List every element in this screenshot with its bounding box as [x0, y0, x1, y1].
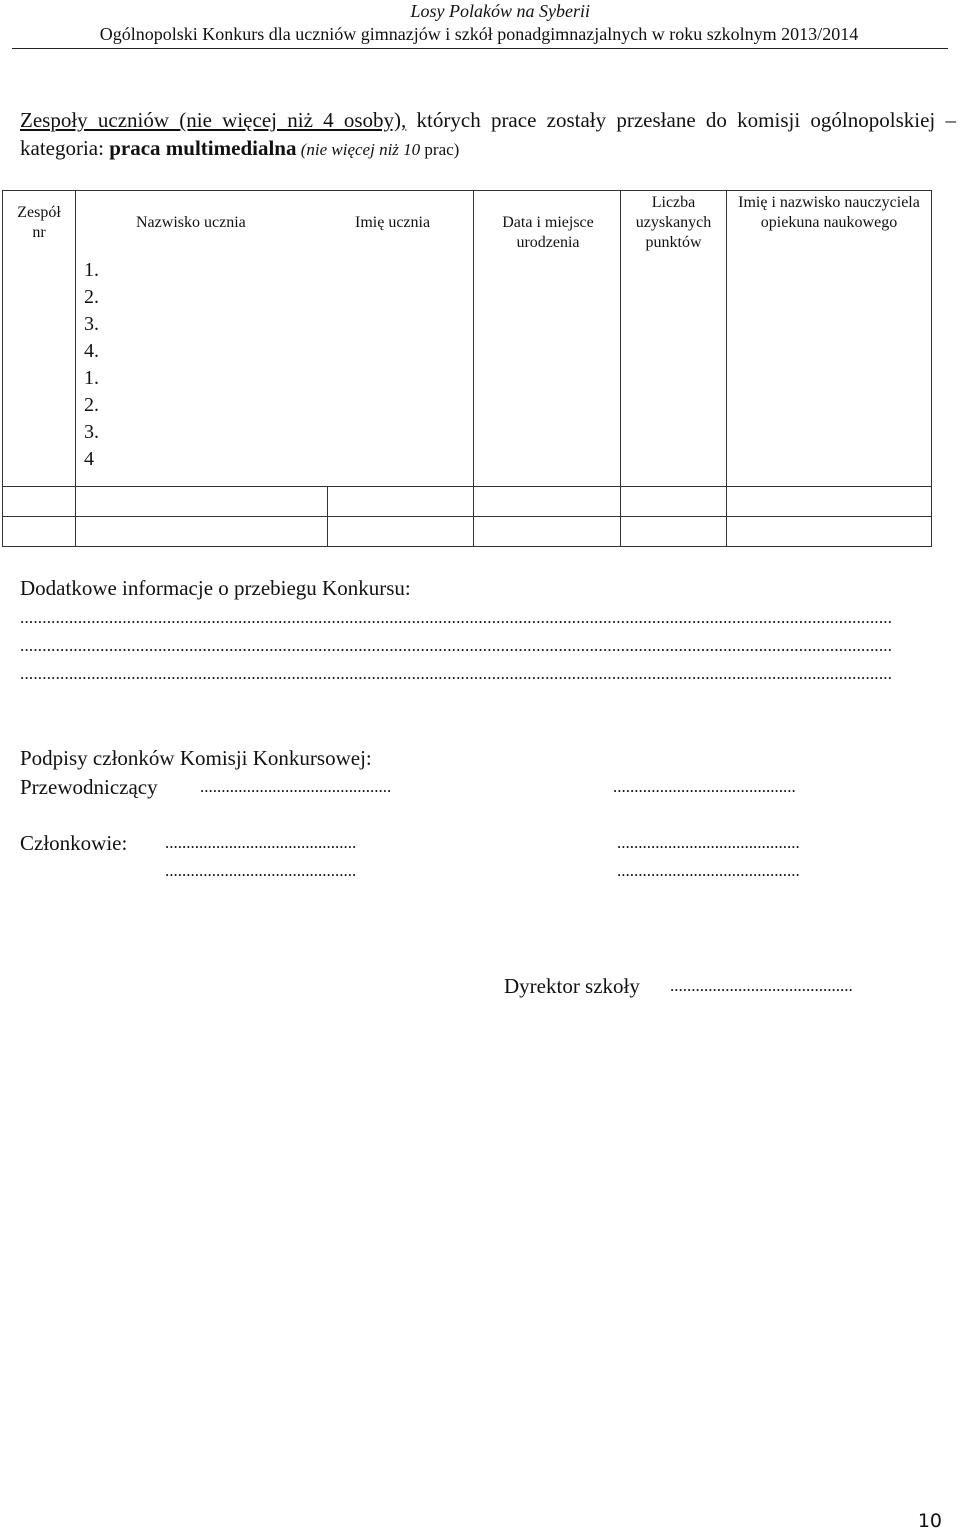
student-number: 2.	[84, 286, 99, 308]
additional-info-label: Dodatkowe informacje o przebiegu Konkursu:	[20, 576, 411, 600]
table-cell[interactable]	[474, 487, 621, 517]
intro-note: (nie więcej niż 10	[296, 140, 421, 159]
table-cell[interactable]	[727, 517, 932, 547]
table-cell[interactable]	[621, 487, 727, 517]
intro-note-end: prac)	[420, 140, 460, 159]
team-number-header	[3, 191, 76, 487]
info-dots-line-2[interactable]: ....................................................................................................................................................................................................	[20, 636, 893, 655]
signatures-label: Podpisy członków Komisji Konkursowej:	[20, 746, 372, 770]
table-cell[interactable]	[76, 487, 328, 517]
table-row	[3, 487, 932, 517]
table-cell[interactable]	[3, 517, 76, 547]
page-number: 10	[917, 1510, 942, 1532]
intro-text: których prace zostały przesłane do komisji ogólnopolskiej – kategoria:	[20, 108, 956, 160]
header-contest-title: Ogólnopolski Konkurs dla uczniów gimnazjów i szkół ponadgimnazjalnych w roku szkolnym 2013/2014	[99, 24, 859, 44]
member-signature-line[interactable]: ...........................................	[617, 833, 800, 852]
points-header-label: Liczba uzyskanych punktów	[635, 194, 712, 251]
student-number: 3.	[84, 313, 99, 335]
table-cell[interactable]	[474, 517, 621, 547]
points-header	[621, 191, 727, 487]
teacher-header	[727, 191, 932, 487]
info-dots-line-1[interactable]: ....................................................................................................................................................................................................	[20, 608, 893, 627]
birth-header: Data i miejsce urodzenia	[502, 214, 594, 251]
teacher-header-label: Imię i nazwisko nauczyciela opiekuna naukowego	[738, 194, 920, 231]
student-numbers	[76, 257, 99, 473]
table-cell[interactable]	[328, 517, 474, 547]
header-divider	[12, 48, 948, 49]
student-number: 4	[84, 448, 94, 470]
intro-paragraph	[20, 106, 956, 164]
director-label: Dyrektor szkoły	[504, 974, 640, 998]
member-signature-line[interactable]: .............................................	[165, 861, 357, 880]
birth-column-line	[473, 191, 474, 486]
members-label: Członkowie:	[20, 831, 128, 855]
student-number: 4.	[84, 340, 99, 362]
table-cell[interactable]	[621, 517, 727, 547]
info-dots-line-3[interactable]: ....................................................................................................................................................................................................	[20, 664, 893, 683]
student-number: 2.	[84, 394, 99, 416]
chair-signature-line-2[interactable]: ...........................................	[613, 777, 796, 796]
chair-label: Przewodniczący	[20, 775, 158, 799]
intro-underlined: Zespoły uczniów (nie więcej niż 4 osoby),	[20, 108, 407, 132]
first-name-header: Imię ucznia	[355, 214, 431, 231]
student-number: 1.	[84, 367, 99, 389]
table-row	[3, 517, 932, 547]
table-cell[interactable]	[3, 487, 76, 517]
student-number: 3.	[84, 421, 99, 443]
table-cell[interactable]	[328, 487, 474, 517]
intro-category: praca multimedialna	[109, 136, 297, 160]
team-number-label: Zespół nr	[17, 204, 61, 241]
surname-header: Nazwisko ucznia	[136, 214, 246, 231]
table-cell[interactable]	[727, 487, 932, 517]
student-number: 1.	[84, 259, 99, 281]
teams-table	[2, 190, 932, 547]
header-series-title: Losy Polaków na Syberii	[410, 1, 590, 21]
table-main-row	[3, 191, 932, 487]
member-signature-line[interactable]: ...........................................	[617, 861, 800, 880]
table-cell[interactable]	[76, 517, 328, 547]
director-signature-line[interactable]: ...........................................	[670, 976, 853, 995]
chair-signature-line[interactable]: .............................................	[200, 777, 392, 796]
member-signature-line[interactable]: .............................................	[165, 833, 357, 852]
students-cell	[76, 191, 621, 487]
